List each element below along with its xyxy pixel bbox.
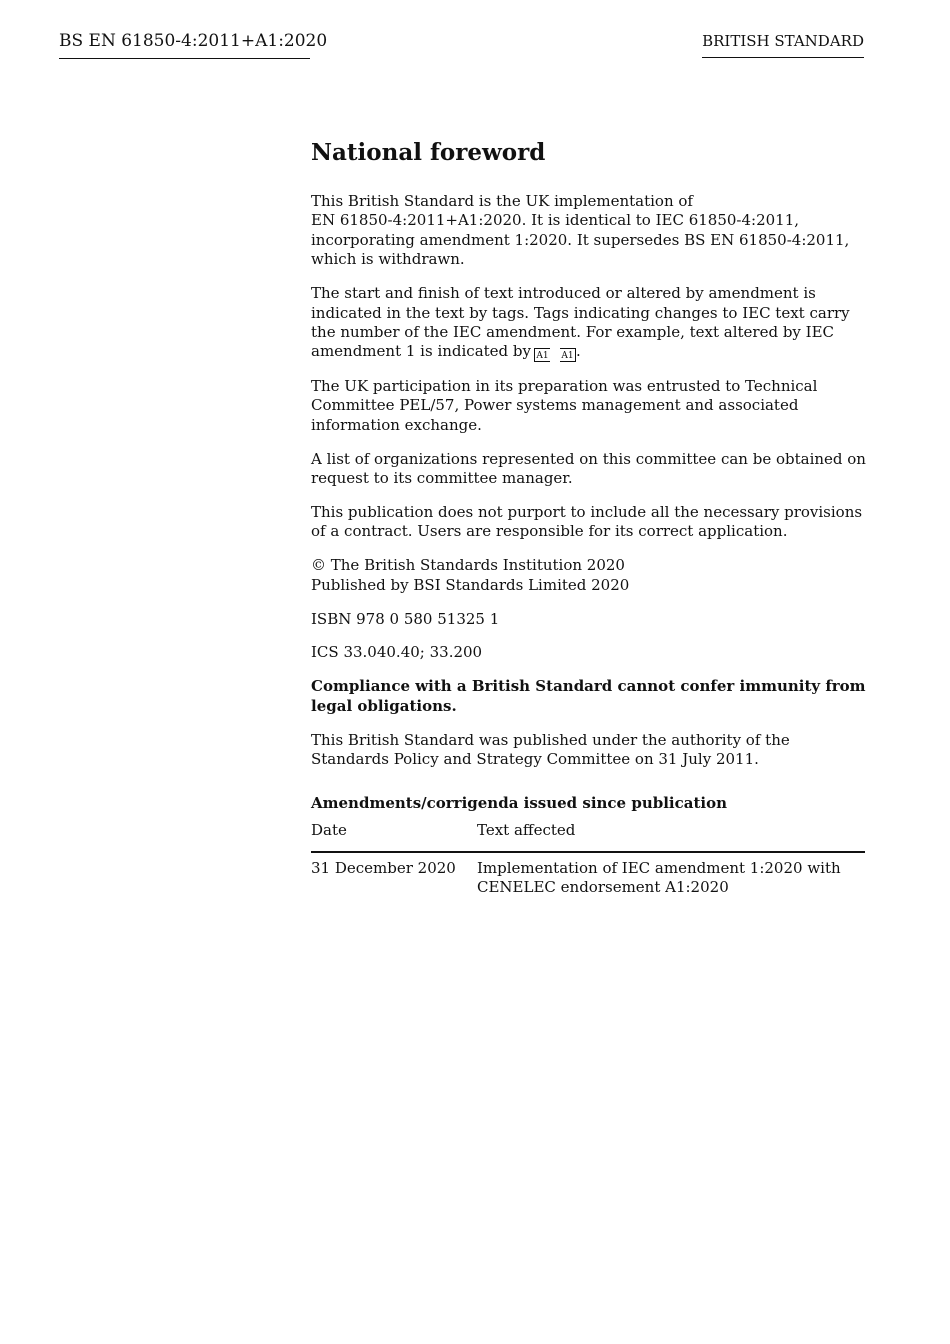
text-line: CENELEC endorsement A1:2020 [477,878,729,897]
amendment-close-tag-icon: A1 [560,348,576,362]
text-line: legal obligations. [311,696,457,715]
text-line: The start and finish of text introduced or altered by amendment is [311,284,816,303]
organizations-paragraph [311,450,865,489]
text-line: amendment 1 is indicated by A1 A1 . [311,342,581,362]
column-header-date: Date [311,821,477,851]
text-line: Compliance with a British Standard cannot confer immunity from [311,677,866,696]
amendment-date: 31 December 2020 [311,858,456,877]
committee-paragraph [311,377,865,435]
text-line: Standards Policy and Strategy Committee on 31 July 2011. [311,750,759,769]
standard-label: BRITISH STANDARD [702,31,864,58]
text-line: This British Standard was published under the authority of the [311,730,790,749]
text-line: information exchange. [311,415,482,434]
text-line: This publication does not purport to include all the necessary provisions [311,502,863,521]
page-title: National foreword [311,139,546,166]
text-line: of a contract. Users are responsible for its correct application. [311,522,788,541]
text-line: The UK participation in its preparation was entrusted to Technical [311,376,818,395]
text-line: Committee PEL/57, Power systems management and associated [311,396,799,415]
authority-paragraph [311,731,865,770]
text-line: A list of organizations represented on this committee can be obtained on [311,449,866,468]
foreword-content [311,138,865,898]
amendment-text-affected [477,852,865,898]
text-line: incorporating amendment 1:2020. It supersedes BS EN 61850-4:2011, [311,230,850,249]
amendments-heading: Amendments/corrigenda issued since publication [311,794,727,813]
implementation-paragraph [311,192,865,270]
text-line: request to its committee manager. [311,468,573,487]
text-line: EN 61850-4:2011+A1:2020. It is identical to IEC 61850-4:2011, [311,211,800,230]
table-row [311,852,865,898]
text-line: the number of the IEC amendment. For example, text altered by IEC [311,322,835,341]
text-line: © The British Standards Institution 2020 [311,556,625,575]
provisions-paragraph [311,503,865,542]
amendment-tags-paragraph [311,284,865,362]
text-fragment: amendment 1 is indicated by [311,342,531,361]
amendments-table [311,821,865,897]
text-line: Implementation of IEC amendment 1:2020 with [477,858,841,877]
compliance-statement [311,677,865,716]
column-header-text-affected: Text affected [477,821,865,851]
text-line: Published by BSI Standards Limited 2020 [311,575,630,594]
text-line: indicated in the text by tags. Tags indicating changes to IEC text carry [311,303,850,322]
amendment-open-tag-icon: A1 [534,348,550,362]
document-id: BS EN 61850-4:2011+A1:2020 [59,30,310,59]
ics-codes: ICS 33.040.40; 33.200 [311,643,483,662]
text-line: which is withdrawn. [311,250,465,269]
isbn: ISBN 978 0 580 51325 1 [311,609,500,628]
text-line: This British Standard is the UK implementation of [311,192,693,210]
copyright-paragraph [311,556,865,595]
table-header-row [311,821,865,851]
